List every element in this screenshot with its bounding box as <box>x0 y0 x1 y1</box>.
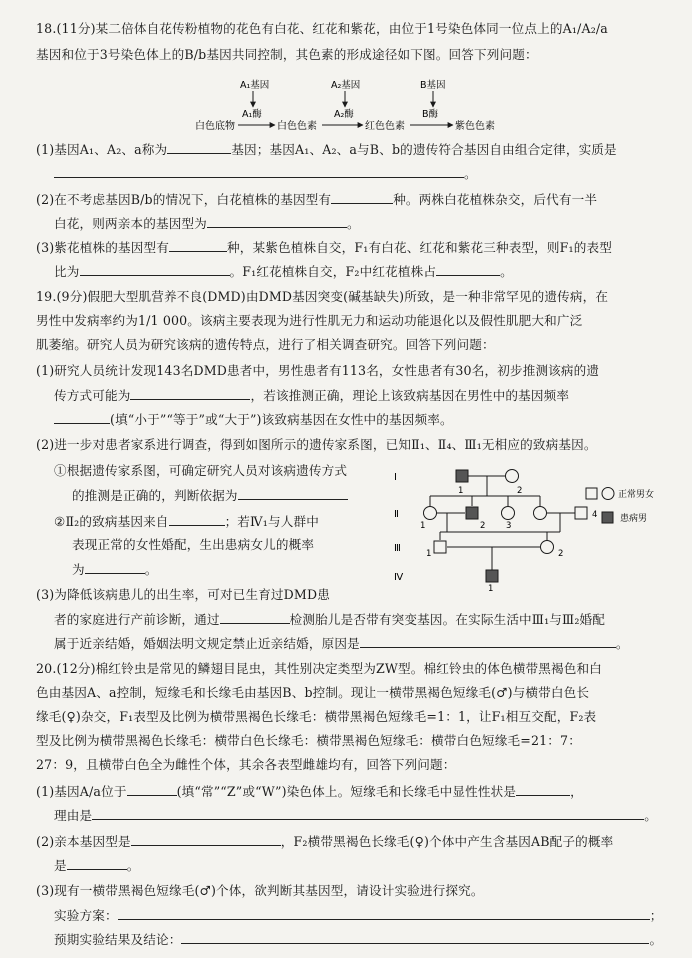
text: ， <box>570 784 583 799</box>
answer-blank[interactable] <box>130 386 250 400</box>
pigment-red: 红色色素 <box>365 121 405 132</box>
text: 。 <box>126 858 140 873</box>
q20-part1-line1 <box>36 782 583 801</box>
q19-part2-line1: (2)进一步对患者家系进行调查，得到如图所示的遗传家系图，已知Ⅱ₁、Ⅱ₄、Ⅲ₁无相应的致病基因。 <box>36 437 597 452</box>
q19-part1-line2 <box>54 386 569 405</box>
q19-part3-line2 <box>54 610 605 629</box>
answer-blank[interactable] <box>169 238 227 252</box>
q18-line-1: 18.(11分)某二倍体自花传粉植物的花色有白花、红花和紫花，由位于1号染色体同一位点上的A₁/A₂/a <box>36 21 608 36</box>
text: 。F₁红花植株自交，F₂中红花植株占 <box>229 264 437 279</box>
answer-blank[interactable] <box>85 560 145 574</box>
enzyme-a1-label: A₁酶 <box>242 109 262 120</box>
text: 检测胎儿是否带有突变基因。在实际生活中Ⅲ₁与Ⅲ₂婚配 <box>289 612 606 627</box>
pigment-purple: 紫色色素 <box>455 121 495 132</box>
text: 。 <box>464 166 477 181</box>
answer-blank[interactable] <box>92 806 644 820</box>
q20-part3-line3 <box>54 930 662 949</box>
text: 。 <box>144 562 158 577</box>
q20-part1-line2 <box>54 806 657 825</box>
q19-part2-line6 <box>72 560 158 579</box>
answer-blank[interactable] <box>360 634 616 648</box>
ii3-normal-female <box>502 507 515 520</box>
q18-part1-line1 <box>36 140 617 159</box>
q20-part3-line2 <box>54 906 662 925</box>
q19-part1-line3 <box>54 410 453 429</box>
q18-part3-line1 <box>36 238 612 257</box>
text: (3)紫花植株的基因型有 <box>36 240 169 255</box>
legend-normal-male-icon <box>586 488 597 499</box>
ii4-number: 4 <box>592 510 598 520</box>
answer-blank[interactable] <box>207 214 347 228</box>
text: 属于近亲结婚，婚姻法明文规定禁止近亲结婚，原因是 <box>54 636 360 651</box>
text: 实验方案： <box>54 908 118 923</box>
legend-affected-label: 患病男 <box>620 514 648 524</box>
text: 理由是 <box>54 808 93 823</box>
q18-part2-line2 <box>54 214 360 233</box>
text: ②Ⅱ₂的致病基因来自 <box>54 514 169 529</box>
answer-blank[interactable] <box>54 410 110 424</box>
q18-part3-line2 <box>54 262 513 281</box>
answer-blank[interactable] <box>516 782 570 796</box>
text: 是 <box>54 858 67 873</box>
generation-ii-label: Ⅱ <box>394 509 399 520</box>
text: 比为 <box>54 264 80 279</box>
text: 种，某紫色植株自交，F₁有白花、红花和紫花三种表型，则F₁的表型 <box>226 240 612 255</box>
q19-part3-line3 <box>54 634 629 653</box>
q20-line-5: 27：9，且横带白色全为雌性个体，其余各表型雌雄均有，回答下列问题： <box>36 757 456 772</box>
pigment-pathway-diagram <box>195 74 525 134</box>
text: 者的家庭进行产前诊断，通过 <box>54 612 220 627</box>
gene-b-label: B基因 <box>420 80 446 91</box>
generation-iv-label: Ⅳ <box>394 572 404 583</box>
answer-blank[interactable] <box>181 930 649 944</box>
text: (填“小于”“等于”或“大于”)该致病基因在女性中的基因频率。 <box>110 412 453 427</box>
iii1-number: 1 <box>426 549 432 559</box>
gene-a2-label: A₂基因 <box>331 80 361 91</box>
text: 的推测是正确的，判断依据为 <box>72 488 238 503</box>
enzyme-b-label: B酶 <box>422 109 439 120</box>
text: 。 <box>500 264 513 279</box>
q20-part2-line1 <box>36 832 613 851</box>
enzyme-a2-label: A₂酶 <box>334 109 354 120</box>
q19-part2-line5: 表现正常的女性婚配，生出患病女儿的概率 <box>72 537 315 552</box>
answer-blank[interactable] <box>169 512 225 526</box>
answer-blank[interactable] <box>220 610 290 624</box>
text: 。 <box>649 932 663 947</box>
text: 白花，则两亲本的基因型为 <box>54 216 207 231</box>
ii-normal-female-4 <box>534 507 547 520</box>
q18-part2-line1 <box>36 190 597 209</box>
q20-line-3: 缘毛(♀)杂交，F₁表型及比例为横带黑褐色长缘毛：横带黑褐色短缘毛=1：1，让F₁相互交配，F₂表 <box>36 709 597 724</box>
text: 。 <box>644 808 657 823</box>
i1-affected-male <box>456 470 468 482</box>
iii1-normal-male <box>434 541 446 553</box>
text: 种。两株白花植株杂交，后代有一半 <box>393 192 598 207</box>
ii2-affected-male <box>466 507 478 519</box>
i2-normal-female <box>506 470 519 483</box>
pigment-white: 白色色素 <box>277 121 317 132</box>
generation-i-label: Ⅰ <box>394 472 397 483</box>
i2-number: 2 <box>517 486 523 496</box>
answer-blank[interactable] <box>118 906 650 920</box>
pedigree-chart <box>392 462 688 592</box>
q19-part2-line2: ①根据遗传家系图，可确定研究人员对该病遗传方式 <box>54 463 348 478</box>
i1-number: 1 <box>458 486 464 496</box>
legend-normal-female-icon <box>602 488 614 500</box>
text: (2)在不考虑基因B/b的情况下，白花植株的基因型有 <box>36 192 332 207</box>
q19-line-3: 肌萎缩。研究人员为研究该病的遗传特点，进行了相关调查研究。回答下列问题： <box>36 337 495 352</box>
answer-blank[interactable] <box>436 262 500 276</box>
text: ；若Ⅳ₁与人群中 <box>224 514 319 529</box>
text: ； <box>649 908 663 923</box>
ii4-normal-male <box>575 507 587 519</box>
iii2-number: 2 <box>558 549 564 559</box>
iv1-number: 1 <box>488 584 494 592</box>
legend-normal-label: 正常男女 <box>618 490 655 500</box>
answer-blank[interactable] <box>131 832 281 846</box>
ii2-number: 2 <box>480 521 486 531</box>
text: 。 <box>346 216 360 231</box>
answer-blank[interactable] <box>80 262 230 276</box>
text: 预期实验结果及结论： <box>54 932 182 947</box>
text: 为 <box>72 562 85 577</box>
text: 传方式可能为 <box>54 388 131 403</box>
gene-a1-label: A₁基因 <box>240 80 270 91</box>
q19-line-2: 男性中发病率约为1/1 000。该病主要表现为进行性肌无力和运动功能退化以及假性肌肥大和广泛 <box>36 313 583 328</box>
generation-iii-label: Ⅲ <box>394 543 401 554</box>
text: (1)基因A/a位于 <box>36 784 127 799</box>
text: (1)基因A₁、A₂、a称为 <box>36 142 168 157</box>
q20-line-2: 色由基因A、a控制，短缘毛和长缘毛由基因B、b控制。现让一横带黑褐色短缘毛(♂)与横带白色长 <box>36 685 590 700</box>
q19-part1-line1: (1)研究人员统计发现143名DMD患者中，男性患者有113名，女性患者有30名，初步推测该病的遗 <box>36 363 600 378</box>
q20-line-4: 型及比例为横带黑褐色长缘毛：横带白色长缘毛：横带黑褐色短缘毛：横带白色短缘毛=21：7： <box>36 733 581 748</box>
q19-line-1: 19.(9分)假肥大型肌营养不良(DMD)由DMD基因突变(碱基缺失)所致，是一种非常罕见的遗传病，在 <box>36 289 609 304</box>
text: ，若该推测正确，理论上该致病基因在男性中的基因频率 <box>250 388 570 403</box>
text: (2)亲本基因型是 <box>36 834 131 849</box>
q19-part3-line1: (3)为降低该病患儿的出生率，可对已生育过DMD患 <box>36 587 330 602</box>
answer-blank[interactable] <box>167 140 231 154</box>
text: (填“常”“Z”或“W”)染色体上。短缘毛和长缘毛中显性性状是 <box>176 784 517 799</box>
q19-part2-line3 <box>72 486 348 505</box>
substrate-white: 白色底物 <box>195 121 235 132</box>
text: ，F₂横带黑褐色长缘毛(♀)个体中产生含基因AB配子的概率 <box>280 834 614 849</box>
q20-part2-line2 <box>54 856 140 875</box>
q20-part3-line1: (3)现有一横带黑褐色短缘毛(♂)个体，欲判断其基因型，请设计实验进行探究。 <box>36 883 484 898</box>
ii1-normal-female <box>424 507 437 520</box>
q18-line-2: 基因和位于3号染色体上的B/b基因共同控制，其色素的形成途径如下图。回答下列问题： <box>36 47 538 62</box>
ii3-number: 3 <box>506 521 512 531</box>
legend-affected-male-icon <box>602 512 613 523</box>
answer-blank[interactable] <box>127 782 177 796</box>
answer-blank[interactable] <box>331 190 393 204</box>
text: 。 <box>615 636 629 651</box>
answer-blank[interactable] <box>238 486 348 500</box>
answer-blank[interactable] <box>67 856 127 870</box>
q20-line-1: 20.(12分)棉红铃虫是常见的鳞翅目昆虫，其性别决定类型为ZW型。棉红铃虫的体色横带黑褐色和白 <box>36 661 602 676</box>
answer-blank[interactable] <box>54 164 464 178</box>
iv1-affected-male <box>486 570 498 582</box>
q18-part1-line2 <box>54 164 477 183</box>
iii2-normal-female <box>541 541 554 554</box>
text: 基因；基因A₁、A₂、a与B、b的遗传符合基因自由组合定律，实质是 <box>231 142 617 157</box>
ii1-number: 1 <box>420 521 426 531</box>
q19-part2-line4 <box>54 512 319 531</box>
